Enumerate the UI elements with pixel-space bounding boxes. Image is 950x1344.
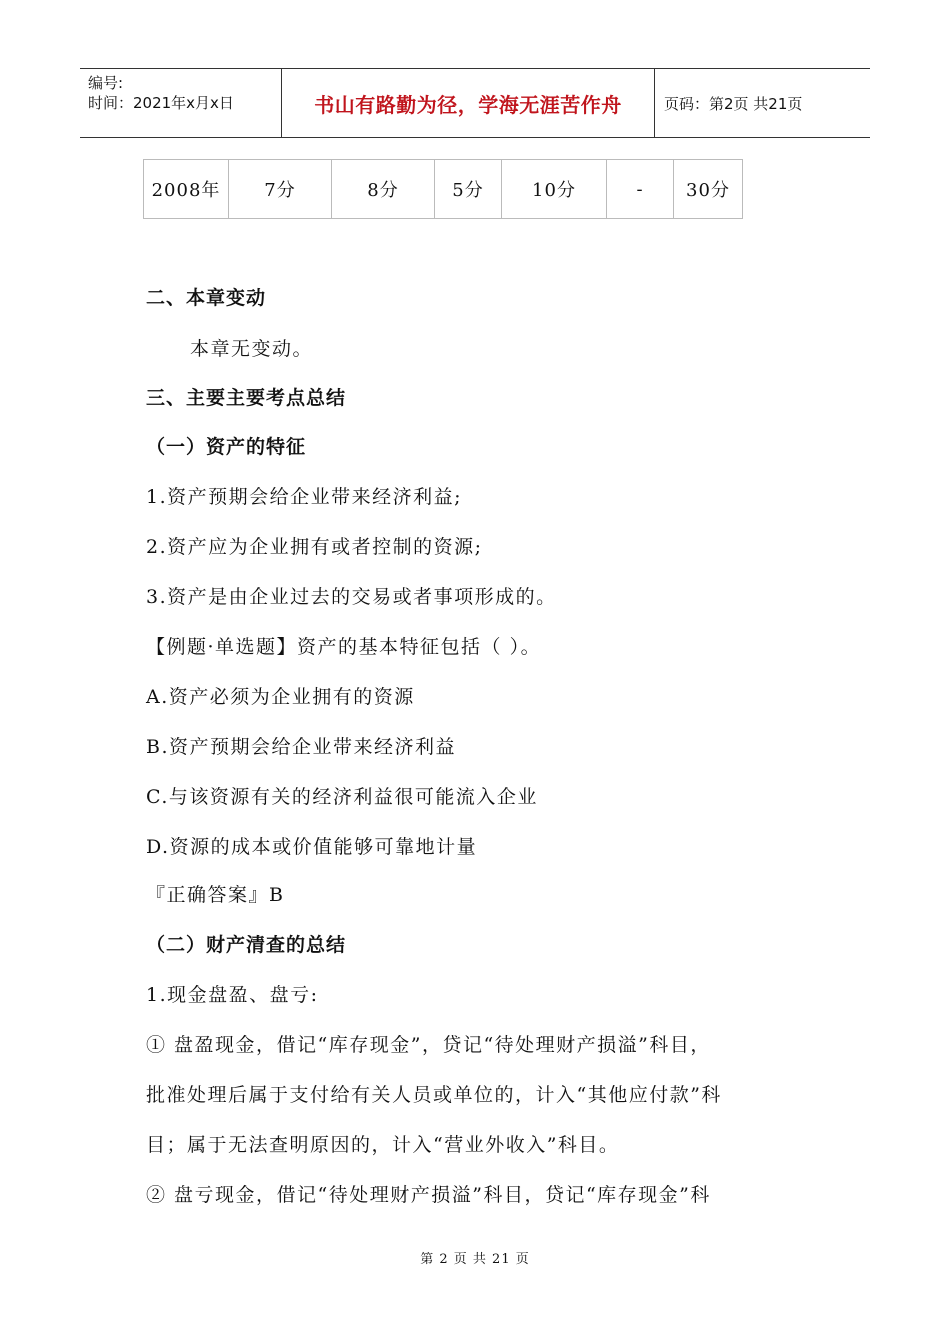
subsection-heading: （一）资产的特征	[146, 436, 307, 458]
document-number-label: 编号:	[88, 74, 124, 92]
paragraph-line: 目；属于无法查明原因的，计入“营业外收入”科目。	[146, 1134, 620, 1156]
answer-option: D.资源的成本或价值能够可靠地计量	[146, 836, 478, 858]
answer-option: C.与该资源有关的经济利益很可能流入企业	[146, 786, 538, 808]
list-item: 2.资产应为企业拥有或者控制的资源;	[146, 536, 483, 558]
page-header	[80, 68, 870, 138]
paragraph-line: ① 盘盈现金，借记“库存现金”，贷记“待处理财产损溢”科目，	[146, 1034, 711, 1056]
table-cell: 7分	[229, 160, 332, 219]
document-time-label: 时间：2021年x月x日	[88, 94, 234, 112]
table-cell: 5分	[435, 160, 502, 219]
paragraph-line: ② 盘亏现金，借记“待处理财产损溢”科目，贷记“库存现金”科	[146, 1184, 711, 1206]
header-meta	[88, 73, 234, 113]
answer-option: B.资产预期会给企业带来经济利益	[146, 736, 457, 758]
score-table	[143, 159, 743, 219]
header-motto: 书山有路勤为径，学海无涯苦作舟	[314, 92, 622, 117]
table-cell: -	[607, 160, 674, 219]
list-item: 1.资产预期会给企业带来经济利益;	[146, 486, 463, 508]
table-cell: 2008年	[144, 160, 229, 219]
example-question: 【例题·单选题】资产的基本特征包括（ ）。	[146, 636, 542, 658]
section-heading: 三、主要主要考点总结	[146, 387, 347, 409]
list-item: 1.现金盘盈、盘亏:	[146, 984, 319, 1006]
table-cell: 8分	[332, 160, 435, 219]
page-footer: 第 2 页 共 21 页	[420, 1252, 530, 1267]
list-item: 3.资产是由企业过去的交易或者事项形成的。	[146, 586, 557, 608]
subsection-heading: （二）财产清查的总结	[146, 934, 347, 956]
header-page-info: 页码：第2页 共21页	[664, 94, 803, 113]
table-row	[144, 160, 743, 219]
section-heading: 二、本章变动	[146, 287, 267, 309]
correct-answer: 『正确答案』B	[146, 884, 285, 906]
answer-option: A.资产必须为企业拥有的资源	[146, 686, 415, 708]
table-cell: 10分	[502, 160, 607, 219]
header-divider	[654, 69, 655, 137]
table-cell: 30分	[674, 160, 743, 219]
paragraph-line: 批准处理后属于支付给有关人员或单位的，计入“其他应付款”科	[146, 1084, 722, 1106]
paragraph: 本章无变动。	[190, 338, 314, 360]
